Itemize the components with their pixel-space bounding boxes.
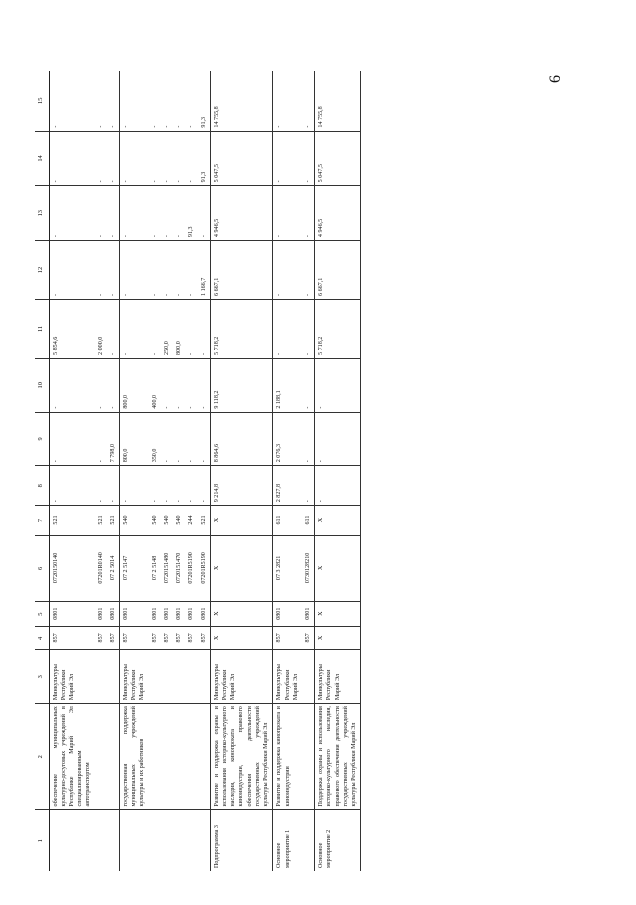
table-cell: 5 718,2 bbox=[315, 300, 361, 359]
table-cell: 540 bbox=[149, 506, 161, 535]
table-cell: 0730128210 bbox=[302, 535, 315, 601]
table-cell: - bbox=[107, 186, 120, 241]
table-cell: 857 bbox=[173, 627, 185, 650]
table-cell: 800,0 bbox=[173, 300, 185, 359]
table-cell: 250,0 bbox=[161, 300, 173, 359]
table-cell bbox=[198, 650, 211, 704]
table-cell: 5 047,5 bbox=[315, 131, 361, 186]
table-cell: 0801 bbox=[149, 602, 161, 627]
table-cell: - bbox=[173, 71, 185, 131]
table-cell: 9 118,2 bbox=[210, 358, 273, 412]
table-cell: - bbox=[95, 241, 107, 300]
table-cell: 0801 bbox=[173, 602, 185, 627]
table-cell: 611 bbox=[302, 506, 315, 535]
table-cell: - bbox=[273, 241, 302, 300]
table-row bbox=[185, 71, 197, 871]
table-cell: 5 718,2 bbox=[210, 300, 273, 359]
table-cell bbox=[302, 704, 315, 810]
table-cell: 6 667,1 bbox=[315, 241, 361, 300]
table-cell: - bbox=[120, 300, 149, 359]
table-cell: - bbox=[273, 186, 302, 241]
table-row bbox=[198, 71, 211, 871]
table-cell: - bbox=[161, 71, 173, 131]
table-cell: Развитие и поддержка кинопроката и киноиндустрии bbox=[273, 704, 302, 810]
table-cell: - bbox=[198, 300, 211, 359]
table-cell: 350,0 bbox=[149, 412, 161, 466]
table-cell: Минкультуры Республики Марий Эл bbox=[49, 650, 95, 704]
table-cell: - bbox=[302, 466, 315, 506]
column-header: 1 bbox=[35, 810, 49, 871]
table-cell: - bbox=[302, 186, 315, 241]
table-cell: 4 946,5 bbox=[315, 186, 361, 241]
table-cell bbox=[198, 810, 211, 871]
table-cell: 8 864,6 bbox=[210, 412, 273, 466]
table-cell: - bbox=[107, 131, 120, 186]
table-cell: - bbox=[198, 358, 211, 412]
table-cell: 0720151480 bbox=[161, 535, 173, 601]
table-cell: - bbox=[95, 466, 107, 506]
table-header-row bbox=[35, 71, 49, 871]
table-cell: Минкультуры Республики Марий Эл bbox=[273, 650, 302, 704]
table-cell: - bbox=[49, 241, 95, 300]
table-cell: - bbox=[173, 466, 185, 506]
table-cell: - bbox=[120, 131, 149, 186]
table-cell: - bbox=[49, 358, 95, 412]
table-cell: - bbox=[107, 358, 120, 412]
table-cell: - bbox=[173, 131, 185, 186]
table-cell: - bbox=[49, 131, 95, 186]
table-cell bbox=[185, 704, 197, 810]
table-cell: 0801 bbox=[273, 602, 302, 627]
table-cell bbox=[107, 810, 120, 871]
table-cell: - bbox=[185, 71, 197, 131]
table-cell: - bbox=[161, 241, 173, 300]
table-cell bbox=[149, 810, 161, 871]
table-cell: - bbox=[120, 186, 149, 241]
table-cell: - bbox=[185, 358, 197, 412]
column-header: 5 bbox=[35, 602, 49, 627]
table-cell: 5 854,6 bbox=[49, 300, 95, 359]
table-cell: - bbox=[49, 466, 95, 506]
table-cell bbox=[302, 810, 315, 871]
table-cell: 4 946,5 bbox=[210, 186, 273, 241]
table-cell: - bbox=[149, 300, 161, 359]
table-cell: Минкультуры Республики Марий Эл bbox=[120, 650, 149, 704]
table-cell: - bbox=[161, 186, 173, 241]
table-cell: - bbox=[185, 300, 197, 359]
table-cell: - bbox=[302, 300, 315, 359]
table-cell: 2 188,1 bbox=[273, 358, 302, 412]
table-cell: 857 bbox=[185, 627, 197, 650]
table-cell: - bbox=[95, 131, 107, 186]
table-row bbox=[173, 71, 185, 871]
table-cell: 0720151470 bbox=[173, 535, 185, 601]
table-cell bbox=[95, 650, 107, 704]
table-cell: - bbox=[149, 131, 161, 186]
table-cell: 1 166,7 bbox=[198, 241, 211, 300]
table-cell bbox=[95, 704, 107, 810]
table-cell: 07201R5190 bbox=[198, 535, 211, 601]
table-cell: - bbox=[161, 412, 173, 466]
table-cell: - bbox=[302, 71, 315, 131]
table-cell bbox=[173, 810, 185, 871]
table-cell: 857 bbox=[273, 627, 302, 650]
table-cell: 857 bbox=[302, 627, 315, 650]
table-cell: X bbox=[210, 506, 273, 535]
table-cell: 07201R0140 bbox=[95, 535, 107, 601]
table-cell: 521 bbox=[198, 506, 211, 535]
table-cell: 2 827,8 bbox=[273, 466, 302, 506]
table-row bbox=[49, 71, 95, 871]
table-cell: - bbox=[49, 186, 95, 241]
table-cell: 540 bbox=[173, 506, 185, 535]
table-cell bbox=[198, 704, 211, 810]
table-cell bbox=[149, 704, 161, 810]
table-cell: 521 bbox=[95, 506, 107, 535]
column-header: 8 bbox=[35, 466, 49, 506]
table-cell: - bbox=[95, 412, 107, 466]
column-header: 4 bbox=[35, 627, 49, 650]
table-cell: - bbox=[107, 300, 120, 359]
table-cell: - bbox=[198, 186, 211, 241]
table-cell: - bbox=[315, 466, 361, 506]
column-header: 2 bbox=[35, 704, 49, 810]
table-cell: - bbox=[107, 241, 120, 300]
table-cell: - bbox=[315, 412, 361, 466]
table-cell: 2 000,0 bbox=[95, 300, 107, 359]
table-cell: - bbox=[185, 131, 197, 186]
table-cell: - bbox=[273, 300, 302, 359]
table-cell: 857 bbox=[149, 627, 161, 650]
table-cell: 857 bbox=[95, 627, 107, 650]
table-cell: 800,0 bbox=[120, 358, 149, 412]
rotated-page-content bbox=[35, 9, 595, 871]
table-cell: 91,3 bbox=[185, 186, 197, 241]
table-cell: - bbox=[173, 358, 185, 412]
table-cell: Минкультуры Республики Марий Эл bbox=[210, 650, 273, 704]
table-cell: - bbox=[107, 466, 120, 506]
table-cell: Основное мероприятие 1 bbox=[273, 810, 302, 871]
table-cell: X bbox=[315, 506, 361, 535]
column-header: 6 bbox=[35, 535, 49, 601]
table-cell bbox=[49, 810, 95, 871]
table-cell: - bbox=[302, 241, 315, 300]
table-cell: Развитие и поддержка охраны и использования историко-культурного наследия, кинопроката и киноиндустрии, правового обеспечения деятельности государственных учреждений культуры Республики Марий Эл bbox=[210, 704, 273, 810]
table-cell: 521 bbox=[49, 506, 95, 535]
table-row bbox=[149, 71, 161, 871]
table-cell: 244 bbox=[185, 506, 197, 535]
table-row bbox=[302, 71, 315, 871]
table-cell: - bbox=[95, 186, 107, 241]
table-cell: - bbox=[49, 412, 95, 466]
table-cell: - bbox=[302, 131, 315, 186]
table-cell: 857 bbox=[120, 627, 149, 650]
table-cell bbox=[120, 810, 149, 871]
table-cell: 7 798,0 bbox=[107, 412, 120, 466]
table-row bbox=[161, 71, 173, 871]
table-cell: - bbox=[198, 412, 211, 466]
table-row bbox=[210, 71, 273, 871]
table-cell: 0801 bbox=[198, 602, 211, 627]
column-header: 13 bbox=[35, 186, 49, 241]
table-cell: - bbox=[185, 412, 197, 466]
table-cell: 857 bbox=[107, 627, 120, 650]
table-cell: X bbox=[315, 627, 361, 650]
table-cell: 14 755,8 bbox=[315, 71, 361, 131]
table-cell bbox=[185, 810, 197, 871]
table-cell: 540 bbox=[120, 506, 149, 535]
table-cell: 800,0 bbox=[120, 412, 149, 466]
table-cell: - bbox=[161, 466, 173, 506]
table-cell bbox=[173, 704, 185, 810]
table-cell: 400,0 bbox=[149, 358, 161, 412]
table-row bbox=[107, 71, 120, 871]
table-cell bbox=[161, 650, 173, 704]
column-header: 11 bbox=[35, 300, 49, 359]
table-cell: 0801 bbox=[95, 602, 107, 627]
table-cell bbox=[173, 650, 185, 704]
table-cell: - bbox=[149, 241, 161, 300]
table-cell: 07201R5190 bbox=[185, 535, 197, 601]
budget-table bbox=[35, 71, 361, 871]
table-cell: 07 2 5014 bbox=[107, 535, 120, 601]
table-cell: - bbox=[95, 358, 107, 412]
table-cell: обеспечение муниципальных культурно-досуговых учреждений в Республике Марий Эл специализированным автотранспортом bbox=[49, 704, 95, 810]
table-cell: - bbox=[120, 71, 149, 131]
table-cell: X bbox=[210, 602, 273, 627]
table-cell: 07 2 5147 bbox=[120, 535, 149, 601]
table-row bbox=[120, 71, 149, 871]
table-cell: - bbox=[185, 466, 197, 506]
table-cell bbox=[107, 704, 120, 810]
column-header: 7 bbox=[35, 506, 49, 535]
table-cell: - bbox=[161, 358, 173, 412]
table-cell bbox=[149, 650, 161, 704]
table-cell: 2 076,3 bbox=[273, 412, 302, 466]
table-cell: - bbox=[198, 466, 211, 506]
table-cell: - bbox=[302, 358, 315, 412]
table-cell: - bbox=[273, 71, 302, 131]
table-cell bbox=[185, 650, 197, 704]
table-cell bbox=[161, 810, 173, 871]
table-cell: - bbox=[173, 412, 185, 466]
table-cell: государственная поддержка муниципальных учреждений культуры и их работников bbox=[120, 704, 149, 810]
table-cell: - bbox=[273, 131, 302, 186]
table-cell: 857 bbox=[49, 627, 95, 650]
table-cell: X bbox=[210, 627, 273, 650]
table-cell: 521 bbox=[107, 506, 120, 535]
table-cell: Минкультуры Республики Марий Эл bbox=[315, 650, 361, 704]
table-cell: - bbox=[49, 71, 95, 131]
table-row bbox=[315, 71, 361, 871]
table-cell: Основное мероприятие 2 bbox=[315, 810, 361, 871]
table-cell: 611 bbox=[273, 506, 302, 535]
table-cell bbox=[302, 650, 315, 704]
table-cell: - bbox=[185, 241, 197, 300]
table-cell: X bbox=[315, 535, 361, 601]
table-cell: 6 667,1 bbox=[210, 241, 273, 300]
table-cell: 0801 bbox=[185, 602, 197, 627]
table-cell: 857 bbox=[161, 627, 173, 650]
table-cell: 07 3 2821 bbox=[273, 535, 302, 601]
table-cell: - bbox=[161, 131, 173, 186]
table-cell: 0801 bbox=[302, 602, 315, 627]
table-cell bbox=[95, 810, 107, 871]
table-cell: - bbox=[120, 241, 149, 300]
table-cell: 91,3 bbox=[198, 71, 211, 131]
column-header: 14 bbox=[35, 131, 49, 186]
table-cell: X bbox=[315, 602, 361, 627]
column-header: 3 bbox=[35, 650, 49, 704]
table-cell: - bbox=[95, 71, 107, 131]
table-cell: 91,3 bbox=[198, 131, 211, 186]
table-cell: 5 047,5 bbox=[210, 131, 273, 186]
table-cell: Подпрограмма 3 bbox=[210, 810, 273, 871]
table-cell: - bbox=[173, 186, 185, 241]
table-cell bbox=[161, 704, 173, 810]
table-cell: - bbox=[149, 71, 161, 131]
table-cell: 9 214,8 bbox=[210, 466, 273, 506]
table-cell: 0801 bbox=[49, 602, 95, 627]
table-cell: - bbox=[302, 412, 315, 466]
column-header: 15 bbox=[35, 71, 49, 131]
table-cell: 0801 bbox=[161, 602, 173, 627]
column-header: 10 bbox=[35, 358, 49, 412]
table-cell bbox=[107, 650, 120, 704]
table-cell: - bbox=[149, 466, 161, 506]
table-row bbox=[273, 71, 302, 871]
table-cell: 540 bbox=[161, 506, 173, 535]
column-header: 12 bbox=[35, 241, 49, 300]
column-header: 9 bbox=[35, 412, 49, 466]
table-cell: 0720150140 bbox=[49, 535, 95, 601]
table-cell: - bbox=[149, 186, 161, 241]
table-cell: - bbox=[120, 466, 149, 506]
table-body bbox=[49, 71, 361, 871]
table-cell: 0801 bbox=[120, 602, 149, 627]
table-cell: 0801 bbox=[107, 602, 120, 627]
table-cell: 14 755,8 bbox=[210, 71, 273, 131]
table-cell: - bbox=[173, 241, 185, 300]
table-cell: 07 2 5148 bbox=[149, 535, 161, 601]
table-row bbox=[95, 71, 107, 871]
table-cell: 857 bbox=[198, 627, 211, 650]
page-number: 6 bbox=[547, 75, 564, 83]
table-cell: X bbox=[210, 535, 273, 601]
table-cell: Поддержка охраны и использования историко-культурного наследия, правового обеспечения деятельности государственных учреждений культуры Республики Марий Эл bbox=[315, 704, 361, 810]
table-cell: - bbox=[315, 358, 361, 412]
table-cell: - bbox=[107, 71, 120, 131]
